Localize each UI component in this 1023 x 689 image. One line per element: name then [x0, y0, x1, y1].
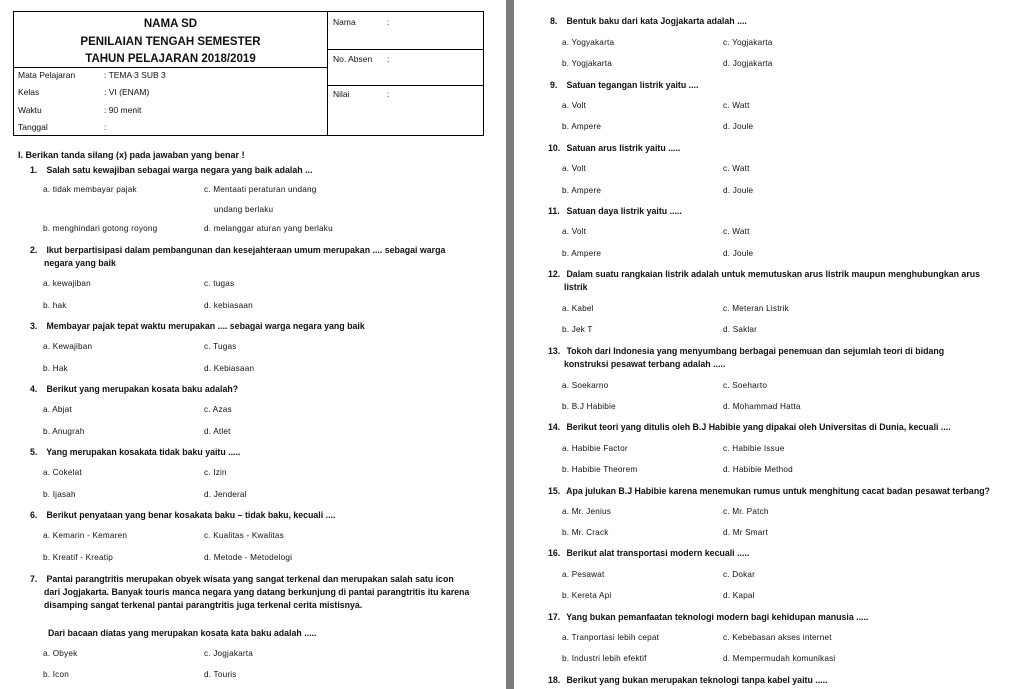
header-divider	[327, 85, 484, 86]
question-number: 13.	[548, 346, 561, 356]
option-d: d. Jogjakarta	[723, 59, 773, 68]
question-13	[548, 345, 1015, 357]
question-text: Satuan arus listrik yaitu .....	[566, 143, 681, 153]
option-c: c. Meteran Listrik	[723, 304, 789, 313]
option-b: b. Ampere	[562, 249, 602, 258]
field-value: :	[387, 17, 390, 27]
option-b: b. Hak	[43, 364, 68, 373]
question-number: 12.	[548, 269, 561, 279]
question-number: 10.	[548, 143, 561, 153]
option-a: a. Kemarin - Kemaren	[43, 531, 128, 540]
field-label: Nama	[333, 17, 356, 27]
option-c: c. Izin	[204, 468, 227, 477]
question-12	[548, 268, 1015, 280]
option-a: a. Volt	[562, 164, 587, 173]
question-text: Yang merupakan kosakata tidak baku yaitu .....	[46, 447, 241, 457]
option-a: a. Cokelat	[43, 468, 82, 477]
question-9	[550, 79, 1015, 91]
class-row	[18, 87, 149, 97]
option-c: c. Dokar	[723, 570, 756, 579]
question-18	[548, 674, 1015, 686]
option-b: b. Icon	[43, 670, 69, 679]
question-number: 2.	[30, 245, 38, 255]
header-divider	[14, 67, 327, 68]
question-text: Ikut berpartisipasi dalam pembangunan dan kesejahteraan umum merupakan .... sebagai warga	[46, 245, 446, 255]
field-label: No. Absen	[333, 54, 373, 64]
question-16	[548, 547, 1015, 559]
question-6	[30, 509, 490, 521]
option-a: a. Habibie Factor	[562, 444, 628, 453]
option-c: c. Watt	[723, 227, 750, 236]
academic-year: TAHUN PELAJARAN 2018/2019	[85, 53, 256, 65]
row-value: : VI (ENAM)	[104, 87, 150, 97]
question-4	[30, 383, 490, 395]
option-b: b. menghindari gotong royong	[43, 224, 158, 233]
option-d: d. Joule	[723, 122, 754, 131]
question-7	[30, 573, 490, 585]
option-b: b. Ijasah	[43, 490, 76, 499]
row-label: Mata Pelajaran	[18, 70, 76, 80]
question-text-cont: listrik	[564, 282, 588, 292]
question-text-cont: negara yang baik	[44, 258, 116, 268]
school-name: NAMA SD	[143, 18, 198, 30]
passage-line: dari Jogjakarta. Banyak touris manca negara yang datang berkunjung di pantai parangtritis itu karena	[44, 587, 470, 597]
option-c: c. Azas	[204, 405, 232, 414]
option-c: c. Yogjakarta	[723, 38, 773, 47]
question-text: Membayar pajak tepat waktu merupakan .... sebagai warga negara yang baik	[46, 321, 365, 331]
question-5	[30, 446, 490, 458]
option-d: d. Atlet	[204, 427, 231, 436]
question-text: Yang bukan pemanfaatan teknologi modern bagi kehidupan manusia .....	[566, 612, 869, 622]
option-d: d. kebiasaan	[204, 301, 253, 310]
question-text: Satuan daya listrik yaitu .....	[566, 206, 682, 216]
option-c: c. Jogjakarta	[204, 649, 254, 658]
name-field	[333, 17, 389, 27]
option-d: d. Joule	[723, 249, 754, 258]
option-b: b. Kreatif - Kreatip	[43, 553, 113, 562]
option-b: b. Yogjakarta	[562, 59, 612, 68]
option-c: c. Kualitas - Kwalitas	[204, 531, 284, 540]
option-a: a. kewajiban	[43, 279, 91, 288]
question-number: 14.	[548, 422, 561, 432]
option-c: c. Mentaati peraturan undang	[204, 185, 317, 194]
option-a: a. Soekarno	[562, 381, 609, 390]
header-divider	[327, 12, 328, 135]
passage-line: disamping sangat terkenal pantai parangtritis juga terkenal cerita mistisnya.	[44, 600, 363, 610]
exam-title: PENILAIAN TENGAH SEMESTER	[80, 36, 261, 48]
question-text: Berikut alat transportasi modern kecuali .....	[566, 548, 750, 558]
question-8	[550, 15, 1015, 27]
question-number: 5.	[30, 447, 38, 457]
question-number: 3.	[30, 321, 38, 331]
score-field	[333, 89, 389, 99]
row-value: :	[104, 122, 107, 132]
option-a: a. Kabel	[562, 304, 594, 313]
option-c: c. Watt	[723, 164, 750, 173]
row-value: : TEMA 3 SUB 3	[104, 70, 166, 80]
question-text: Salah satu kewajiban sebagai warga negara yang baik adalah ...	[46, 165, 313, 175]
question-2	[30, 244, 490, 256]
row-label: Kelas	[18, 87, 40, 97]
question-text: Berikut teori yang ditulis oleh B.J Habibie yang dipakai oleh Universitas di Dunia, kecuali ....	[566, 422, 951, 432]
option-c: c. Tugas	[204, 342, 237, 351]
date-row	[18, 122, 106, 132]
question-text-cont: konstruksi pesawat terbang adalah .....	[564, 359, 726, 369]
question-number: 15.	[548, 486, 561, 496]
option-c: c. Mr. Patch	[723, 507, 769, 516]
question-number: 1.	[30, 165, 38, 175]
question-17	[548, 611, 1015, 623]
absen-field	[333, 54, 389, 64]
option-c: c. tugas	[204, 279, 235, 288]
option-a: a. Mr. Jenius	[562, 507, 612, 516]
row-label: Tanggal	[18, 122, 48, 132]
question-text: Bentuk baku dari kata Jogjakarta adalah ....	[566, 16, 747, 26]
option-c: c. Kebebasan akses internet	[723, 633, 832, 642]
option-a: a. Obyek	[43, 649, 78, 658]
page-left	[0, 0, 506, 689]
option-c: c. Soeharto	[723, 381, 768, 390]
option-a: a. Volt	[562, 227, 587, 236]
option-b: b. Ampere	[562, 186, 602, 195]
question-14	[548, 421, 1015, 433]
option-d: d. Saklar	[723, 325, 758, 334]
option-b: b. Mr. Crack	[562, 528, 609, 537]
question-text: Berikut penyataan yang benar kosakata baku – tidak baku, kecuali ....	[46, 510, 336, 520]
question-number: 8.	[550, 16, 558, 26]
option-b: b. hak	[43, 301, 67, 310]
row-label: Waktu	[18, 105, 42, 115]
question-number: 18.	[548, 675, 561, 685]
option-a: a. tidak membayar pajak	[43, 185, 137, 194]
option-d: d. Kapal	[723, 591, 755, 600]
option-b: b. Habibie Theorem	[562, 465, 638, 474]
field-label: Nilai	[333, 89, 350, 99]
field-value: :	[387, 89, 390, 99]
row-value: : 90 menit	[104, 105, 142, 115]
option-a: a. Kewajiban	[43, 342, 93, 351]
option-d: d. Kebiasaan	[204, 364, 255, 373]
question-number: 11.	[548, 206, 560, 216]
option-d: d. Mempermudah komunikasi	[723, 654, 836, 663]
question-number: 17.	[548, 612, 561, 622]
option-b: b. B.J Habibie	[562, 402, 616, 411]
question-text: Berikut yang bukan merupakan teknologi tanpa kabel yaitu .....	[566, 675, 828, 685]
option-b: b. Jek T	[562, 325, 593, 334]
question-10	[548, 142, 1015, 154]
option-b: b. Anugrah	[43, 427, 85, 436]
option-c: c. Habibie Issue	[723, 444, 785, 453]
option-a: a. Tranportasi lebih cepat	[562, 633, 660, 642]
option-d: d. Touris	[204, 670, 237, 679]
option-a: a. Volt	[562, 101, 587, 110]
question-prompt: Dari bacaan diatas yang merupakan kosata kata baku adalah .....	[48, 628, 317, 638]
option-d: d. Joule	[723, 186, 754, 195]
option-d: d. Mohammad Hatta	[723, 402, 801, 411]
option-d: d. Metode - Metodelogi	[204, 553, 293, 562]
question-text: Apa julukan B.J Habibie karena menemukan rumus untuk menghitung cacat badan pesawat terbang?	[566, 486, 990, 496]
subject-row	[18, 70, 166, 80]
page-gutter	[506, 0, 514, 689]
option-a: a. Yogyakarta	[562, 38, 615, 47]
question-number: 16.	[548, 548, 561, 558]
option-d: d. Habibie Method	[723, 465, 793, 474]
field-value: :	[387, 54, 390, 64]
option-b: b. Kereta Api	[562, 591, 612, 600]
question-text: Satuan tegangan listrik yaitu ....	[566, 80, 699, 90]
option-c: c. Watt	[723, 101, 750, 110]
question-3	[30, 320, 490, 332]
question-number: 6.	[30, 510, 38, 520]
question-1	[30, 164, 490, 176]
option-d: d. Mr Smart	[723, 528, 768, 537]
question-number: 9.	[550, 80, 558, 90]
option-b: b. Industri lebih efektif	[562, 654, 647, 663]
question-text: Dalam suatu rangkaian listrik adalah untuk memutuskan arus listrik maupun menghubungkan arus	[566, 269, 981, 279]
question-text: Pantai parangtritis merupakan obyek wisata yang sangat terkenal dan merupakan salah satu icon	[46, 574, 454, 584]
question-11	[548, 205, 1015, 217]
question-number: 4.	[30, 384, 38, 394]
option-a: a. Pesawat	[562, 570, 605, 579]
header-divider	[327, 49, 484, 50]
question-text: Berikut yang merupakan kosata baku adalah?	[46, 384, 239, 394]
option-b: b. Ampere	[562, 122, 602, 131]
option-a: a. Abjat	[43, 405, 72, 414]
exam-header-box	[13, 11, 484, 136]
section-instruction: I. Berikan tanda silang (x) pada jawaban yang benar !	[18, 150, 245, 160]
page-right	[514, 0, 1023, 689]
question-text: Tokoh dari Indonesia yang menyumbang berbagai penemuan dan sejumlah teori di bidang	[566, 346, 945, 356]
option-d: d. melanggar aturan yang berlaku	[204, 224, 333, 233]
option-d: d. Jenderal	[204, 490, 247, 499]
question-15	[548, 485, 1023, 497]
option-c-cont: undang berlaku	[214, 205, 274, 214]
question-number: 7.	[30, 574, 38, 584]
time-row	[18, 105, 141, 115]
